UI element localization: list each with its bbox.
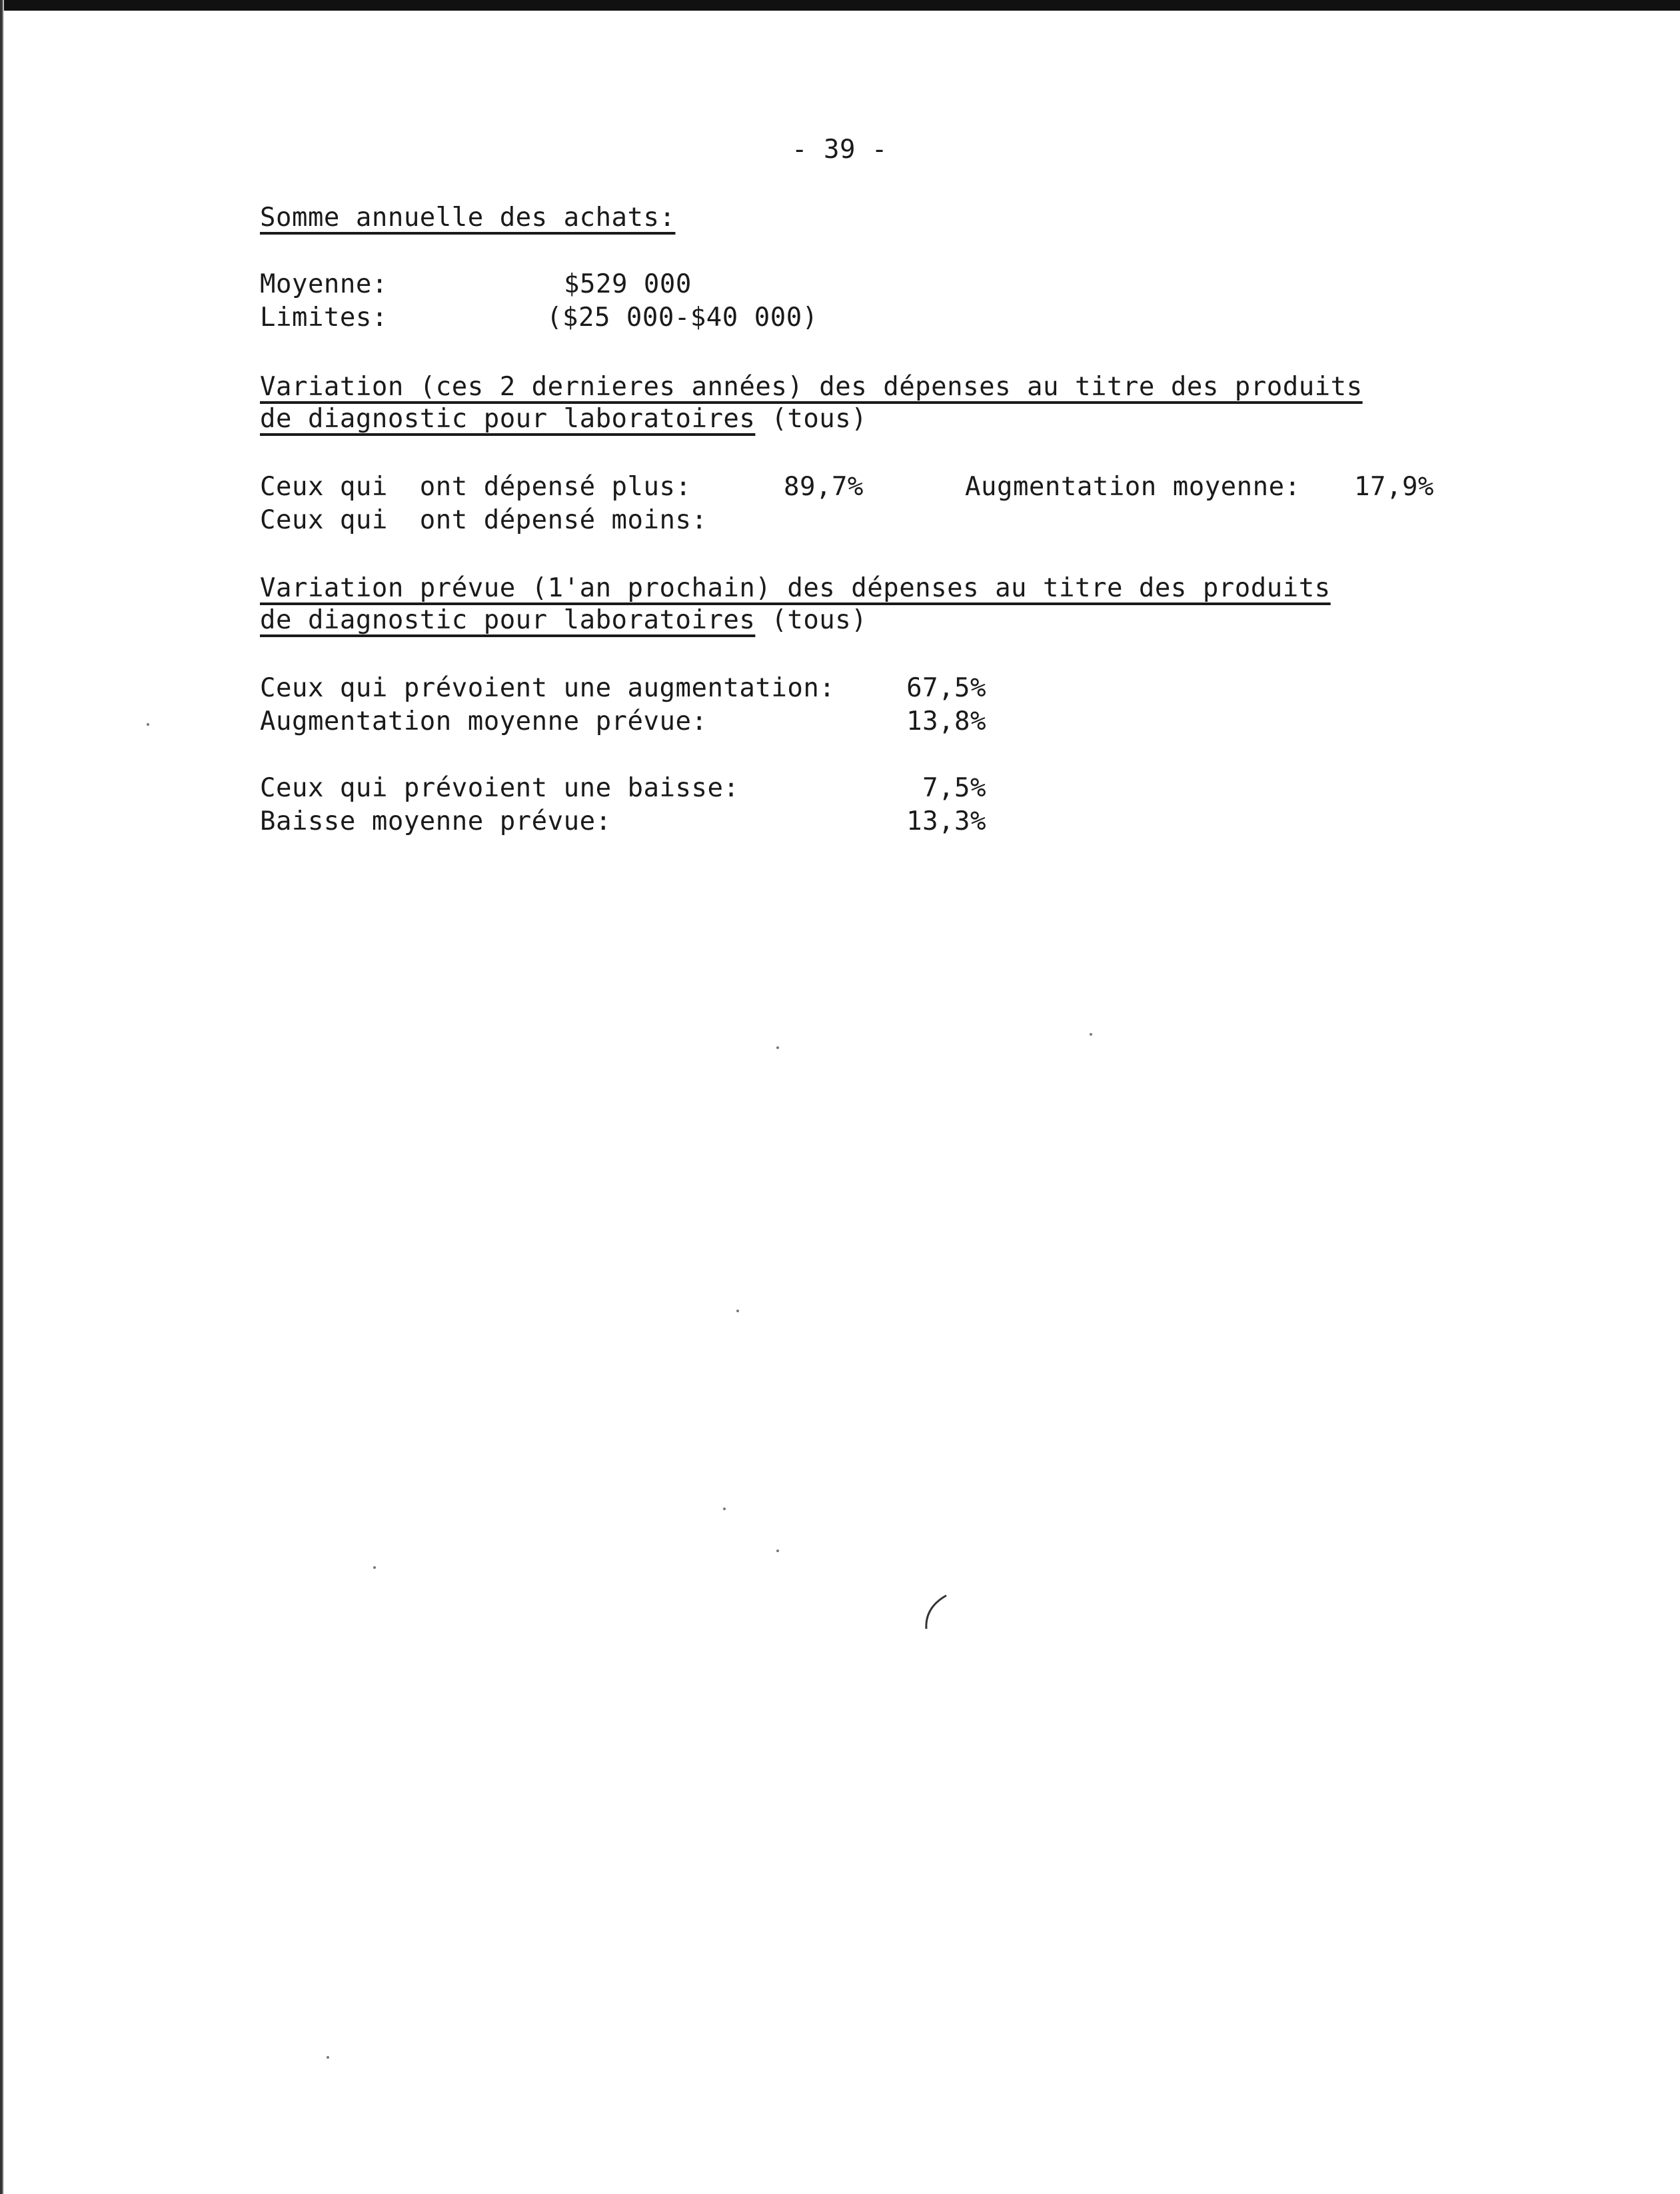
- scan-speck: [373, 1566, 376, 1569]
- spent-more-label: Ceux qui ont dépensé plus:: [260, 472, 692, 502]
- scan-speck: [723, 1508, 726, 1510]
- variation-forecast-heading-line2: [260, 604, 867, 637]
- purchases-heading: Somme annuelle des achats:: [260, 203, 676, 233]
- average-value: $529 000: [564, 269, 692, 299]
- average-label: Moyenne:: [260, 269, 388, 299]
- average-increase-label: Augmentation moyenne:: [965, 472, 1301, 502]
- forecast-increase-value: 67,5%: [906, 673, 986, 703]
- forecast-average-decrease-value: 13,3%: [906, 806, 986, 836]
- page-number: - 39 -: [792, 135, 888, 165]
- pen-mark: [920, 1593, 953, 1633]
- average-increase-value: 17,9%: [1354, 472, 1434, 502]
- variation-past-heading-line1: Variation (ces 2 dernieres années) des dépenses au titre des produits: [260, 372, 1363, 402]
- scan-speck: [1090, 1033, 1092, 1036]
- spent-less-label: Ceux qui ont dépensé moins:: [260, 505, 708, 535]
- variation-past-heading-line2: [260, 403, 867, 436]
- forecast-decrease-value: 7,5%: [922, 773, 986, 803]
- forecast-increase-label: Ceux qui prévoient une augmentation:: [260, 673, 836, 703]
- variation-forecast-heading-rest: (tous): [755, 605, 868, 635]
- limits-label: Limites:: [260, 303, 388, 333]
- forecast-average-increase-label: Augmentation moyenne prévue:: [260, 706, 708, 736]
- variation-past-heading-rest: (tous): [755, 404, 868, 434]
- limits-value: ($25 000-$40 000): [546, 303, 818, 333]
- spent-more-value: 89,7%: [784, 472, 864, 502]
- scan-speck: [776, 1550, 779, 1552]
- forecast-average-increase-value: 13,8%: [906, 706, 986, 736]
- scan-speck: [147, 723, 149, 726]
- variation-forecast-heading-underlined: de diagnostic pour laboratoires: [260, 605, 756, 635]
- variation-past-heading-underlined: de diagnostic pour laboratoires: [260, 404, 756, 434]
- forecast-decrease-label: Ceux qui prévoient une baisse:: [260, 773, 740, 803]
- variation-forecast-heading-line1: Variation prévue (1'an prochain) des dépenses au titre des produits: [260, 573, 1331, 603]
- scan-speck: [736, 1310, 739, 1312]
- forecast-average-decrease-label: Baisse moyenne prévue:: [260, 806, 612, 836]
- scan-speck: [776, 1046, 779, 1049]
- scan-speck: [327, 2056, 329, 2059]
